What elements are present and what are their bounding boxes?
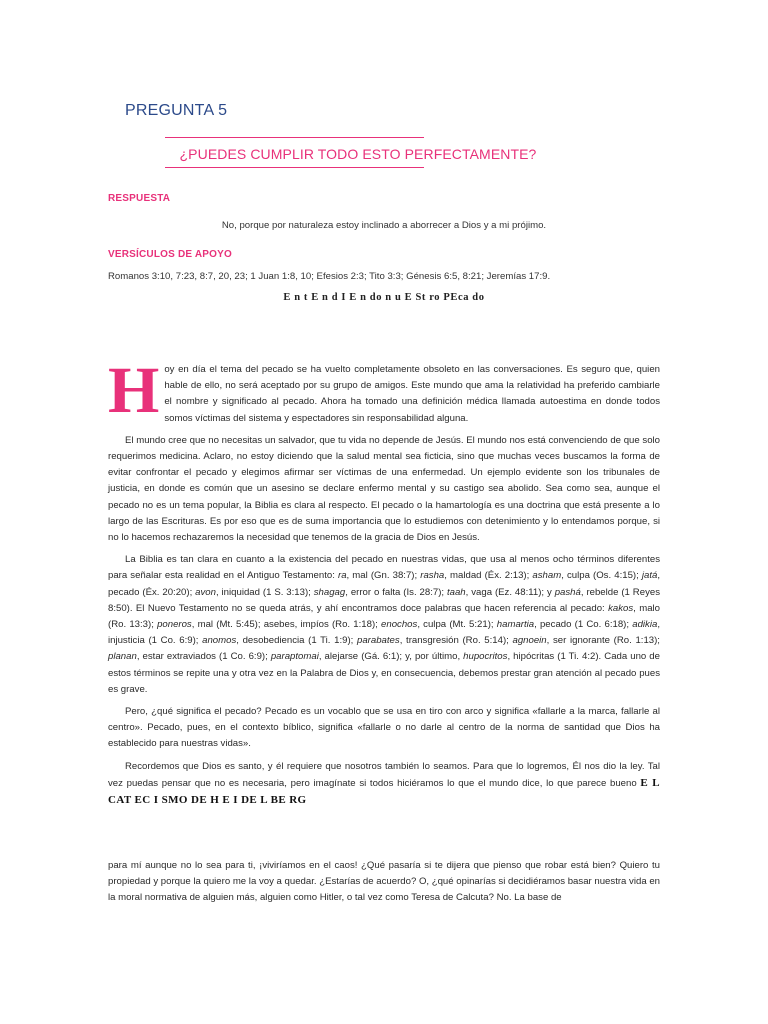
- body-text-continued: [108, 858, 660, 913]
- question-number: PREGUNTA 5: [125, 102, 228, 119]
- support-verses-text: Romanos 3:10, 7:23, 8:7, 20, 23; 1 Juan 1:8, 10; Efesios 2:3; Tito 3:3; Génesis 6:5, 8:21; Jeremías 17:9.: [108, 271, 551, 282]
- paragraph-1: [108, 354, 660, 427]
- paragraph-4: Pero, ¿qué significa el pecado? Pecado es un vocablo que se usa en tiro con arco y significa «fallarle a la marca, fallarle al centro». Pecado, pues, en el contexto bíblico, significa «fallarle o no darle al centro de la norma de santidad que Dios ha establecido para nuestras vidas».: [108, 706, 660, 750]
- paragraph-5: Recordemos que Dios es santo, y él requiere que nosotros también lo seamos. Para que lo logremos, Él nos dio la ley. Tal vez puedas pensar que no es necesaria, pero imagínate si todos hiciéramos lo que el mundo dice, lo que parece bueno E L CAT EC I SMO DE H E I DE L BE RG: [108, 760, 661, 807]
- body-text: [108, 354, 661, 815]
- running-subtitle: E n t E n d I E n do n u E St ro PEca do: [283, 292, 485, 303]
- running-footer-caps: E L CAT EC I SMO DE H E I DE L BE RG: [108, 776, 661, 807]
- paragraph-2: El mundo cree que no necesitas un salvador, que tu vida no depende de Jesús. El mundo nos está convenciendo de que solo requerimos medicina. Aclaro, no estoy diciendo que la salud mental sea ficticia, sino que muchas veces buscamos la forma de evitar confrontar el pecado y elegimos afirmar ser víctimas de una enfermedad. Un ejemplo evidente son los tribunales de justicia, en donde es común que un asesino se declare enfermo mental y su castigo sea abolido. Sea como sea, aunque el pecado no es un tema popular, la Biblia es clara al respecto. El pecado o la hamartología es una doctrina que está presente a lo largo de las Escrituras. Es por eso que es de suma importancia que lo estudiemos con detenimiento y lo entendamos porque, si no lo hacemos rechazaremos la necesidad que tenemos de la gracia de Dios en Jesús.: [108, 434, 660, 544]
- title-top-rule: [165, 137, 424, 138]
- drop-cap: H: [108, 354, 160, 427]
- support-verses-heading: VERSÍCULOS DE APOYO: [108, 249, 233, 260]
- paragraph-6: para mí aunque no lo sea para ti, ¡viviríamos en el caos! ¿Qué pasaría si te dijera que pienso que robar está bien? Quiero tu propiedad y porque la quiero me la voy a quedar. ¿Estarías de acuerdo? O, ¿qué opinarías si decidiéramos basar nuestra vida en la moral normativa de alguien más, alguien como Hitler, o tal vez como Teresa de Calcuta? No. La base de: [108, 860, 660, 904]
- answer-text: No, porque por naturaleza estoy inclinado a aborrecer a Dios y a mi prójimo.: [221, 220, 547, 231]
- answer-heading: RESPUESTA: [108, 193, 171, 204]
- paragraph-3: La Biblia es tan clara en cuanto a la existencia del pecado en nuestras vidas, que usa al menos ocho términos diferentes para señalar esta realidad en el Antiguo Testamento: ra, mal (Gn. 38:7); rasha, maldad (Éx. 2:13); asham, culpa (Os. 4:15); jatá, pecado (Éx. 20:20); avon, iniquidad (1 S. 3:13); shagag, error o falta (Is. 28:7); taah, vaga (Ez. 48:11); y pashá, rebelde (1 Reyes 8:50). El Nuevo Testamento no se queda atrás, y ahí encontramos doce palabras que hacen referencia al pecado: kakos, malo (Ro. 13:3); poneros, mal (Mt. 5:45); asebes, impíos (Ro. 1:18); enochos, culpa (Mt. 5:21); hamartia, pecado (1 Co. 6:18); adikia, injusticia (1 Co. 6:9); anomos, desobediencia (1 Ti. 1:9); parabates, transgresión (Ro. 5:14); agnoein, ser ignorante (Ro. 1:13); planan, estar extraviados (1 Co. 6:9); paraptomai, alejarse (Gá. 6:1); y, por último, hupocritos, hipócritas (1 Ti. 4:2). Cada uno de estos términos se repite una y otra vez en la Palabra de Dios y, en consecuencia, debemos prestar gran atención al pecado pues es grave.: [108, 554, 661, 695]
- title-bottom-rule: [165, 167, 424, 168]
- question-title: ¿PUEDES CUMPLIR TODO ESTO PERFECTAMENTE?: [179, 146, 537, 162]
- paragraph-1-text: oy en día el tema del pecado se ha vuelto completamente obsoleto en las conversaciones. Es seguro que, quien hable de ello, no será aceptado por su grupo de amigos. Este mundo que ama la relatividad ha preferido cambiarle el nombre y significado al pecado. Ahora ha tomado una definición médica llamada autoestima en donde todos somos víctimas del sistema y espectadores sin responsabilidad alguna.: [164, 364, 660, 424]
